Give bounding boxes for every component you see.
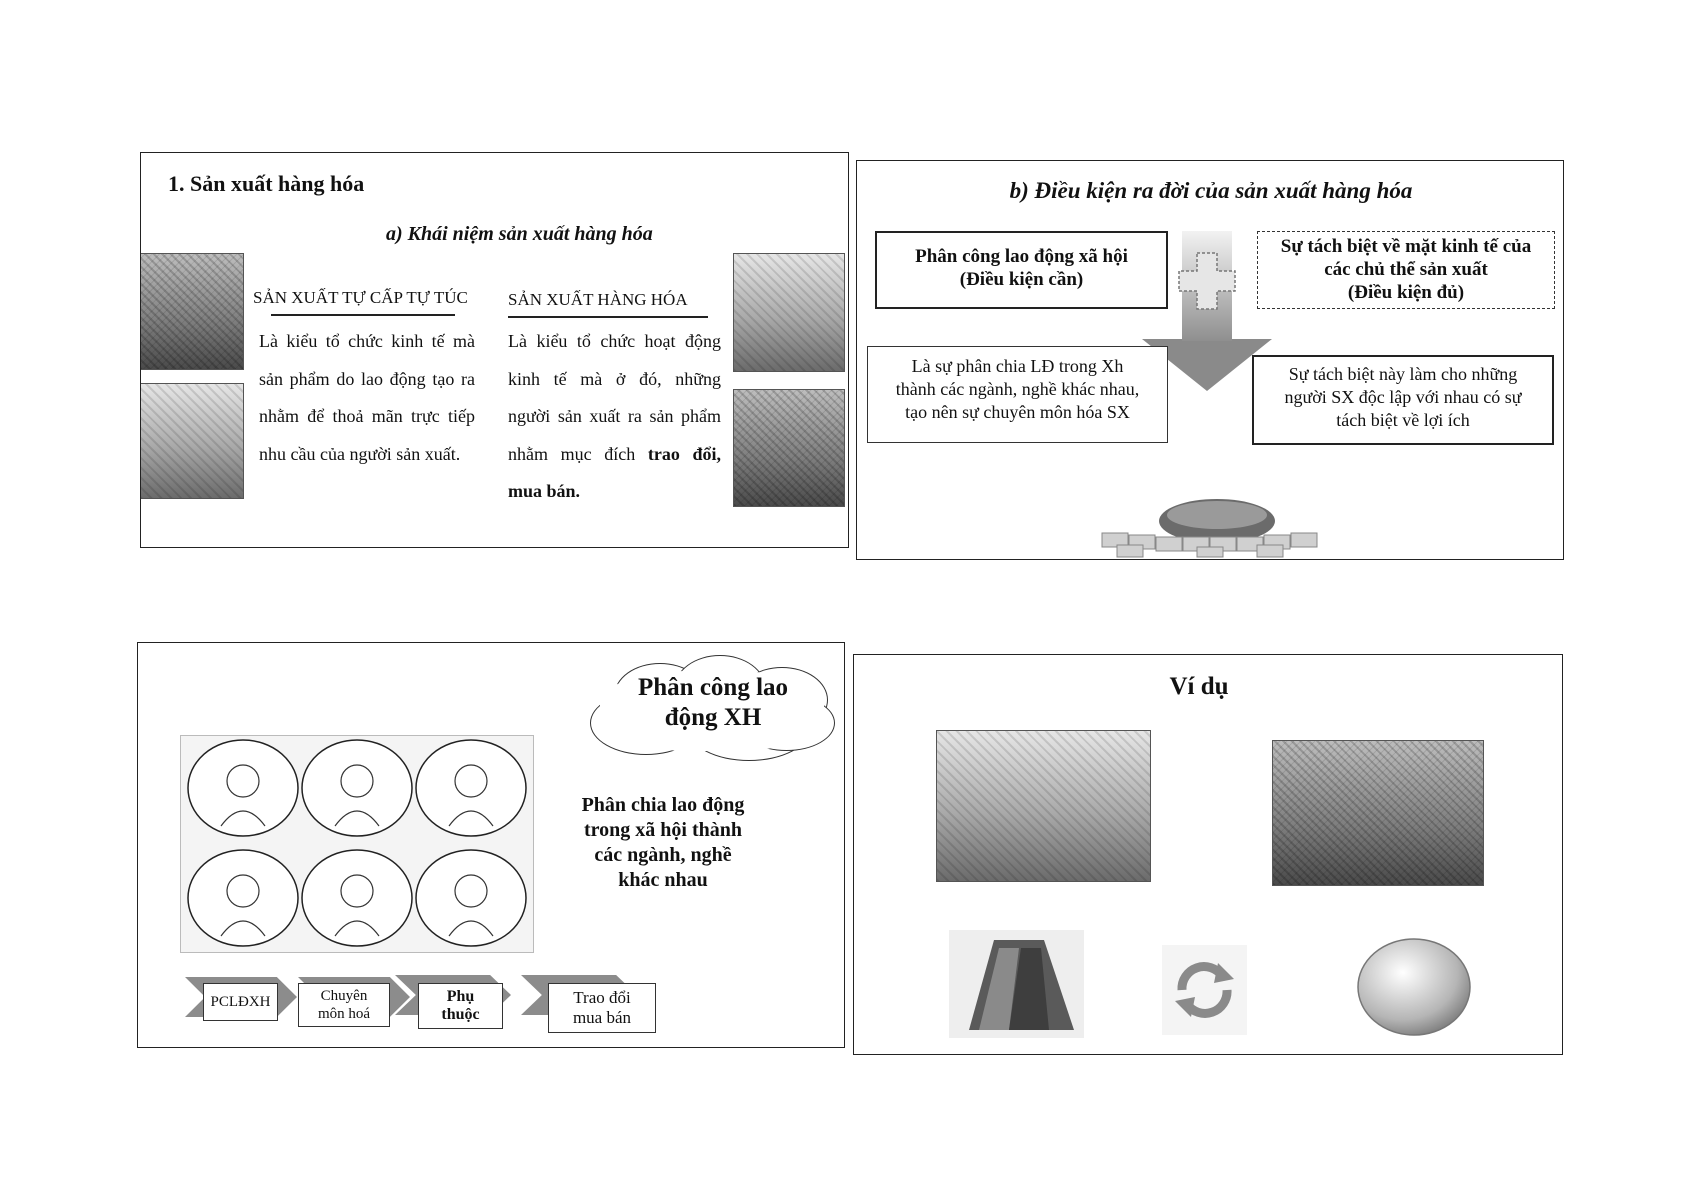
occupations-illustration (180, 735, 534, 953)
money-pile-image (1097, 491, 1322, 559)
desc-line3: các ngành, nghề (594, 844, 732, 866)
step-specialization (298, 983, 390, 1027)
box-separation-line1: Sự tách biệt về mặt kinh tế của (1280, 236, 1532, 257)
box-labor-def-line1: Là sự phân chia LĐ trong Xh (911, 356, 1124, 376)
slide2-title: b) Điều kiện ra đời của sản xuất hàng hóa (1009, 178, 1413, 203)
box-labor-def-line2: thành các ngành, nghề khác nhau, (895, 379, 1140, 399)
step1-line1: PCLĐXH (210, 994, 271, 1010)
right-title-underline (508, 316, 708, 318)
labor-division-description (568, 793, 758, 893)
right-column-title: SẢN XUẤT HÀNG HÓA (508, 290, 688, 309)
photo-factory-cars (733, 253, 845, 372)
box-separation-line2: các chủ thể sản xuất (1324, 259, 1488, 280)
cycle-arrows-icon (1162, 945, 1247, 1035)
step-pcldxh (203, 983, 278, 1021)
left-column-title: SẢN XUẤT TỰ CẤP TỰ TÚC (253, 288, 468, 307)
cloud-text (588, 673, 838, 733)
photo-market-scene (140, 253, 244, 370)
cloud-callout (588, 653, 838, 763)
occupations-drawing (181, 736, 533, 952)
step2-line2: môn hoá (317, 1006, 371, 1022)
cloud-text-line2: động XH (664, 704, 762, 731)
box-economic-separation (1257, 231, 1555, 309)
left-column-text: Là kiểu tổ chức kinh tế mà sản phẩm do lao động tạo ra nhằm để thoả mãn trực tiếp nhu cầu của người sản xuất. (259, 331, 475, 464)
slide4-title: Ví dụ (1169, 673, 1229, 700)
desc-line4: khác nhau (618, 869, 708, 891)
desc-line2: trong xã hội thành (583, 819, 742, 841)
right-text-normal: Là kiểu tổ chức hoạt động kinh tế mà ở đó, những người sản xuất ra sản phẩm nhằm mục đích (508, 331, 721, 464)
box-separation-definition (1252, 355, 1554, 445)
box-labor-division-line1: Phân công lao động xã hội (915, 246, 1128, 267)
slide-social-labor-division (137, 642, 845, 1048)
right-text-bold: trao đổi, mua bán. (508, 443, 721, 501)
box-sep-def-line1: Sự tách biệt này làm cho những (1288, 364, 1518, 384)
step3-line1: Phụ (446, 988, 475, 1005)
photo-farming-scene (140, 383, 244, 499)
photo-factory-floor (733, 389, 845, 507)
coin-image (1350, 933, 1478, 1041)
box-separation-line3: (Điều kiện đủ) (1347, 282, 1465, 303)
step3-line2: thuộc (441, 1006, 480, 1023)
step4-line2: mua bán (572, 1008, 632, 1027)
right-column-text (508, 323, 721, 511)
box-sep-def-line2: người SX độc lập với nhau có sự (1284, 387, 1522, 407)
fabric-cloth-image (949, 930, 1084, 1038)
slide1-subheading: a) Khái niệm sản xuất hàng hóa (386, 223, 653, 245)
left-title-underline (271, 314, 455, 316)
box-labor-division (875, 231, 1168, 309)
slide-conditions (856, 160, 1564, 560)
slide-example (853, 654, 1563, 1055)
box-labor-division-line2: (Điều kiện cần) (959, 269, 1084, 290)
step-exchange (548, 983, 656, 1033)
desc-line1: Phân chia lao động (581, 794, 745, 816)
step4-line1: Trao đổi (573, 988, 631, 1007)
box-labor-def-line3: tạo nên sự chuyên môn hóa SX (905, 402, 1130, 422)
photo-rice-planter (1272, 740, 1484, 886)
slide1-heading: 1. Sản xuất hàng hóa (168, 171, 365, 196)
box-labor-definition (867, 346, 1168, 443)
photo-weaver-loom (936, 730, 1151, 882)
box-sep-def-line3: tách biệt về lợi ích (1336, 410, 1470, 430)
step-dependence (418, 983, 503, 1029)
cloud-text-line1: Phân công lao (637, 674, 789, 701)
slide-commodity-production (140, 152, 849, 548)
step2-line1: Chuyên (320, 988, 368, 1004)
